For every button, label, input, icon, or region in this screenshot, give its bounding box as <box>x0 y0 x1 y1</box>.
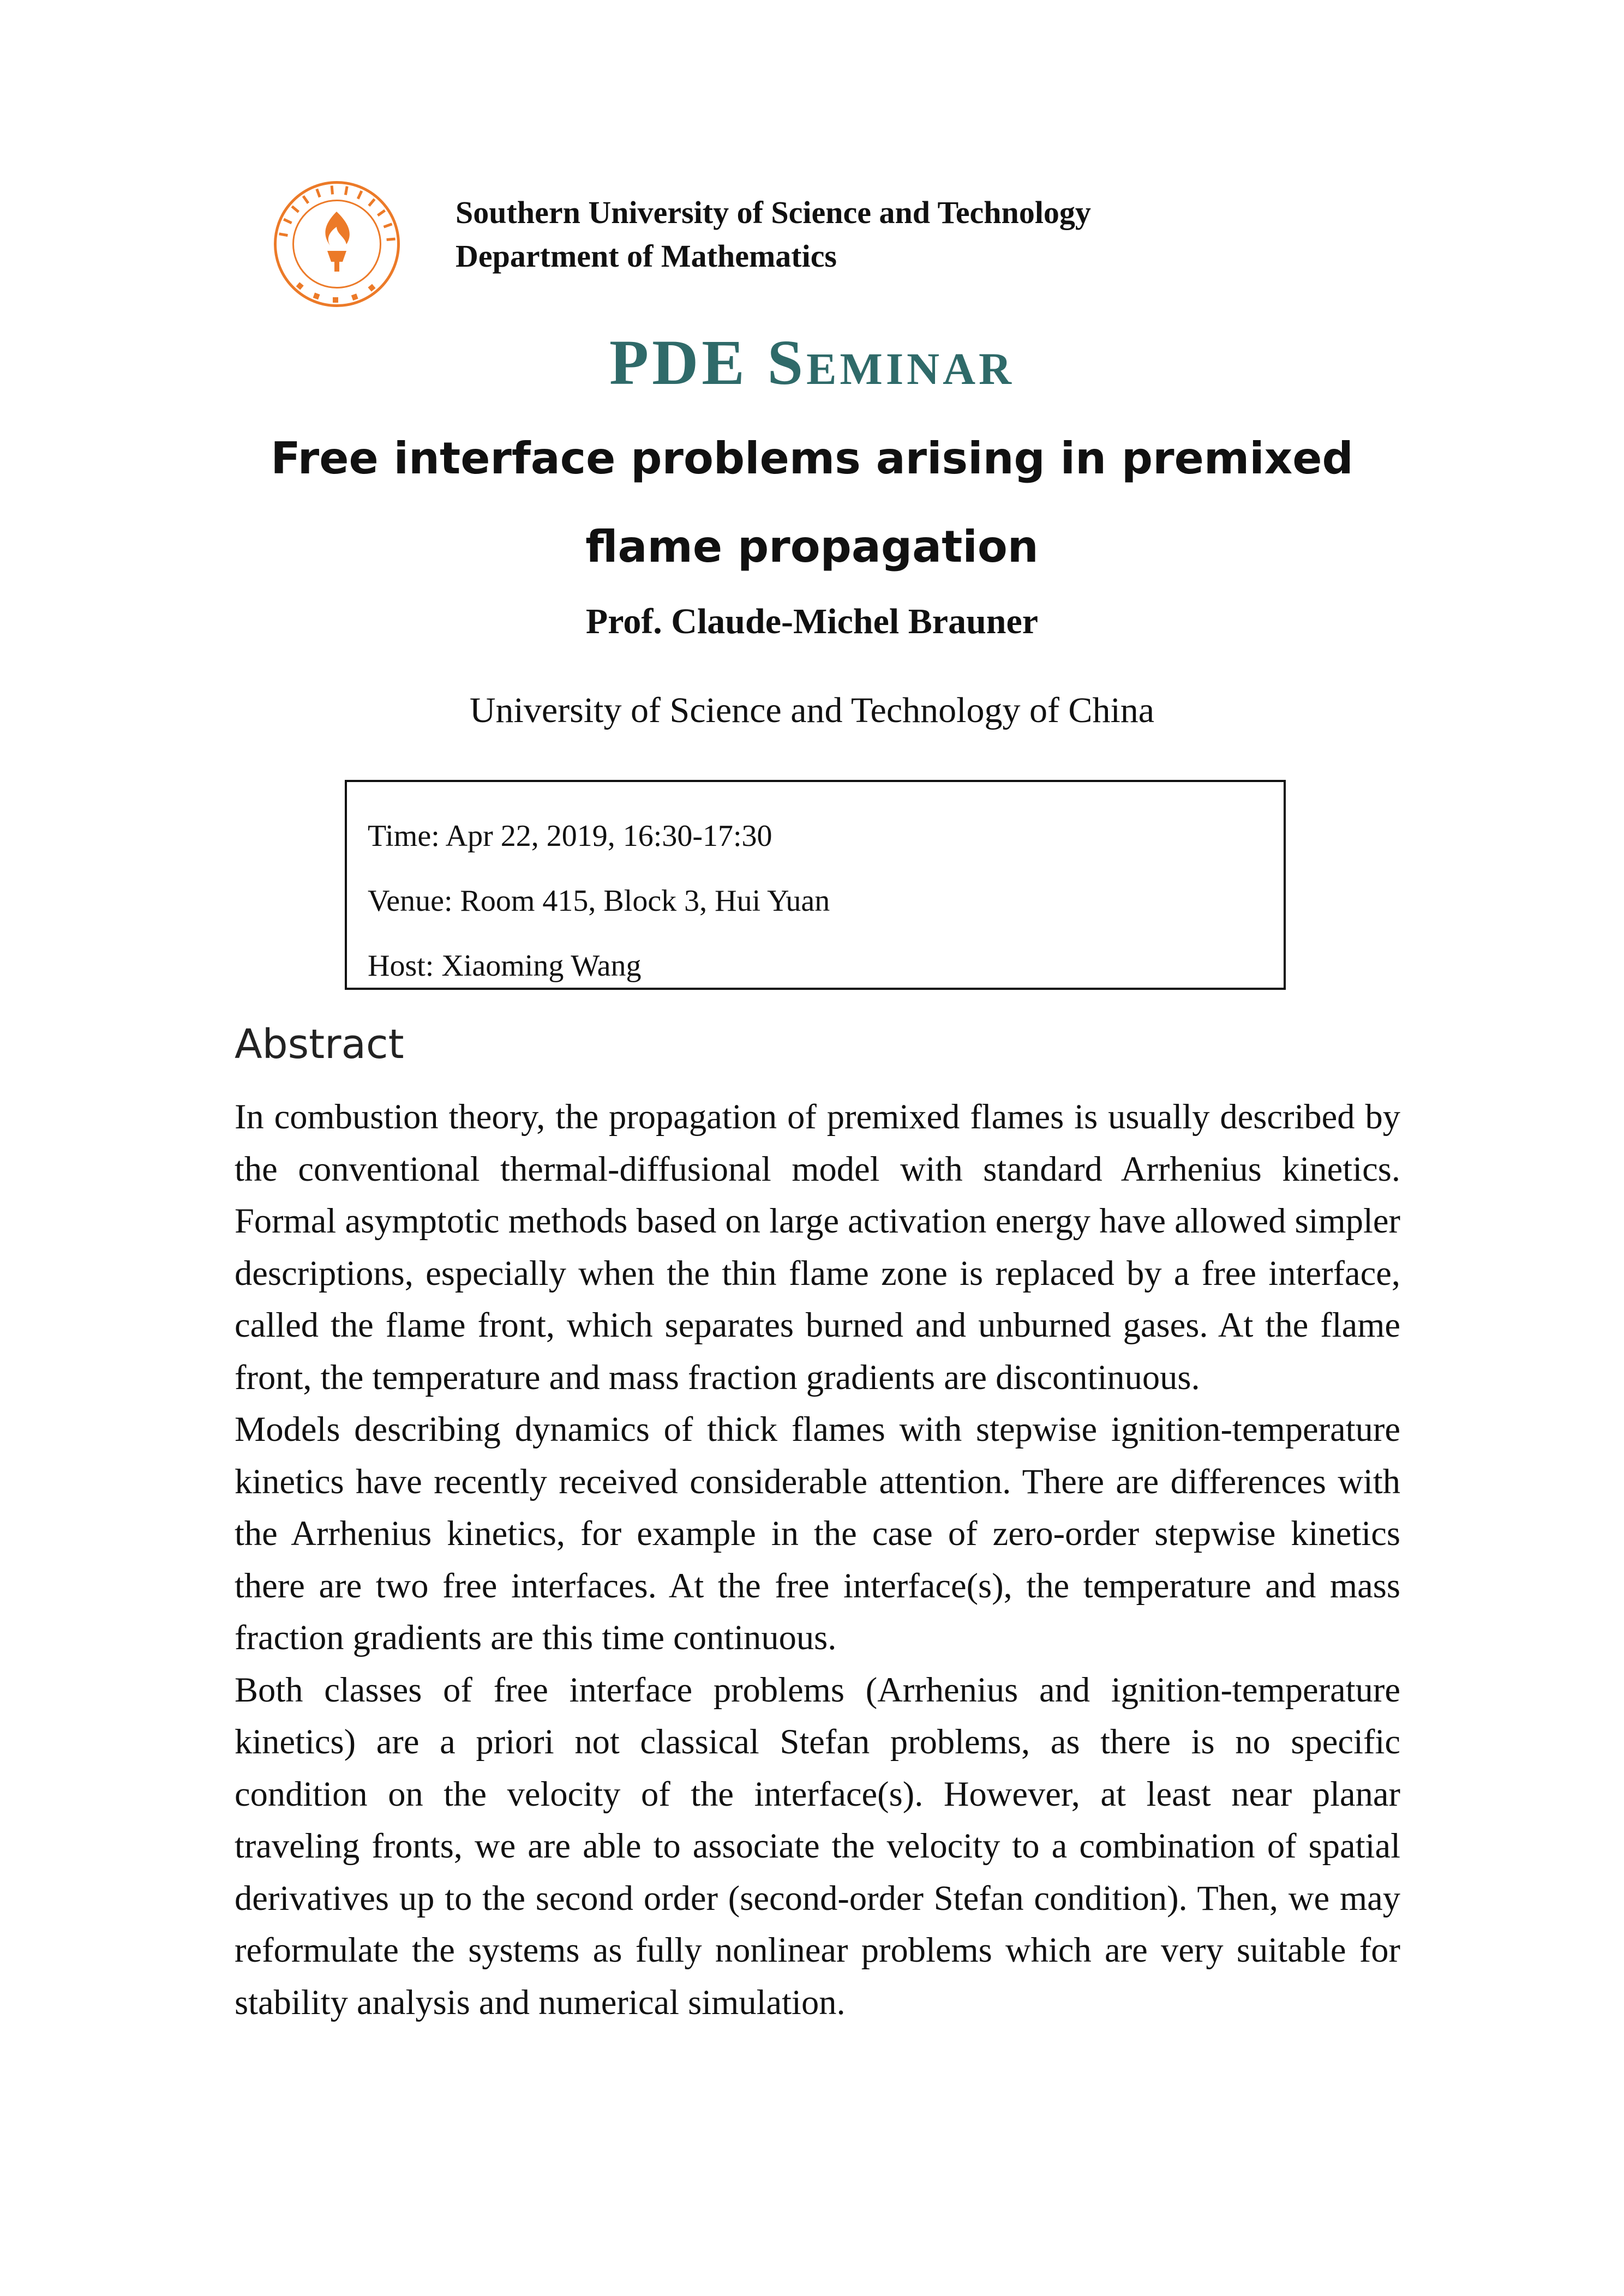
university-name: Southern University of Science and Technology <box>456 195 1091 230</box>
abstract-paragraph: Both classes of free interface problems (Arrhenius and ignition-temperature kinetics) are a priori not classical Stefan problems, as there is no specific condition on the velocity of the interface(s). However, at least near planar traveling fronts, we are able to associate the velocity to a combination of spatial derivatives up to the second order (second-order Stefan condition). Then, we may reformulate the systems as fully nonlinear problems which are very suitable for stability analysis and numerical simulation. <box>235 1670 1400 2022</box>
header <box>273 180 1200 311</box>
event-info-box <box>345 780 1286 990</box>
abstract-paragraph: In combustion theory, the propagation of premixed flames is usually described by the conventional thermal-diffusional model with standard Arrhenius kinetics. Formal asymptotic methods based on large activation energy have allowed simpler descriptions, especially when the thin flame zone is replaced by a free interface, called the flame front, which separates burned and unburned gases. At the flame front, the temperature and mass fraction gradients are discontinuous. <box>235 1097 1400 1397</box>
speaker-name: Prof. Claude-Michel Brauner <box>585 602 1039 641</box>
department-name: Department of Mathematics <box>456 238 837 274</box>
event-venue: Venue: Room 415, Block 3, Hui Yuan <box>368 884 830 918</box>
abstract-heading: Abstract <box>235 1021 404 1068</box>
speaker-affiliation: University of Science and Technology of China <box>469 690 1155 730</box>
event-time: Time: Apr 22, 2019, 16:30-17:30 <box>368 819 772 853</box>
abstract-body <box>235 1091 1400 2028</box>
abstract-paragraph: Models describing dynamics of thick flames with stepwise ignition-temperature kinetics have recently received considerable attention. There are differences with the Arrhenius kinetics, for example in the case of zero-order stepwise kinetics there are two free interfaces. At the free interface(s), the temperature and mass fraction gradients are this time continuous. <box>235 1410 1400 1657</box>
seminar-title: PDE Seminar <box>609 327 1015 398</box>
event-host: Host: Xiaoming Wang <box>368 949 642 983</box>
university-logo <box>273 180 401 308</box>
institution-block <box>456 191 1091 278</box>
talk-title: Free interface problems arising in premixed flame propagation <box>271 433 1353 572</box>
